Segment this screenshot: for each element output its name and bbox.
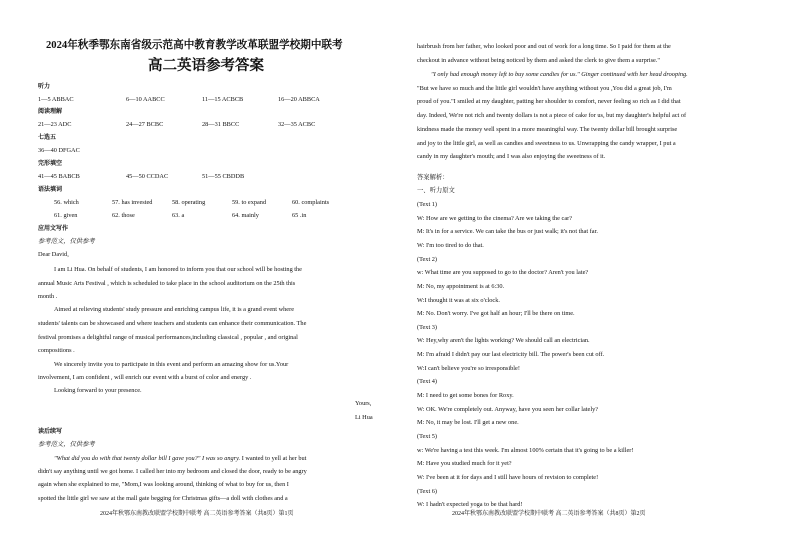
transcript-line: M: I need to get some bones for Roxy. — [417, 392, 514, 399]
transcript-line: W: I've been at it for days and I still have hours of revision to complete! — [417, 474, 599, 481]
reference-note: 参考范文，仅供参考 — [38, 441, 95, 448]
section-heading-listening: 听力 — [38, 83, 51, 90]
story-line: and joy to the little girl, as well as candies and sweetness to us. Unwrapping the candy wrapper, I put a — [417, 140, 676, 147]
letter-greeting: Dear David, — [38, 251, 69, 258]
story-line — [54, 455, 306, 463]
transcript-line: W: I'm too tired to do that. — [417, 242, 484, 249]
section-heading-grammar: 语法填词 — [38, 186, 63, 193]
page-footer: 2024年秋鄂东南教改联盟学校期中联考 高二英语参考答案（共8页）第1页 — [100, 511, 294, 517]
transcript-line: M: Have you studied much for it yet? — [417, 460, 512, 467]
transcript-line: (Text 2) — [417, 256, 438, 263]
letter-line: compositions . — [38, 347, 75, 354]
answer-group: 36—40 DFGAC — [38, 147, 80, 154]
reference-note: 参考范文，仅供参考 — [38, 238, 95, 245]
letter-line: Aimed at relieving students' study pressure and enriching campus life, it is a grand event where — [54, 306, 294, 313]
section-heading-cloze: 完形填空 — [38, 160, 63, 167]
transcript-line: (Text 6) — [417, 488, 438, 495]
page-footer: 2024年秋鄂东南教改联盟学校期中联考 高二英语参考答案（共8页）第2页 — [452, 511, 646, 517]
story-line: day. Indeed, We're not rich and twenty dollars is not a piece of cake for us, but my daughter's helpful act of — [417, 112, 687, 119]
transcript-line: W:I thought it was at six o'clock. — [417, 297, 500, 304]
section-heading-listening-transcript: 一、听力原文 — [417, 187, 455, 194]
grammar-answer: 57. has invested — [112, 199, 153, 206]
grammar-answer: 59. to expand — [232, 199, 267, 206]
transcript-line: M: No, my appointment is at 6:30. — [417, 283, 505, 290]
transcript-line: (Text 3) — [417, 324, 438, 331]
answer-group: 32—35 ACBC — [278, 121, 316, 128]
page-right — [397, 0, 794, 551]
grammar-answer: 60. complaints — [292, 199, 330, 206]
transcript-line: w: We're having a test this week. I'm almost 100% certain that it's going to be a killer! — [417, 447, 634, 454]
grammar-answer: 62. those — [112, 212, 135, 219]
answer-group: 41—45 BABCB — [38, 173, 80, 180]
transcript-line: W: Hey,why aren't the lights working? We should call an electrician. — [417, 337, 590, 344]
letter-line: annual Music Arts Festival , which is scheduled to take place in the school auditorium on the 25th this — [38, 280, 296, 287]
transcript-line: M: No. Don't worry. I've got half an hour; I'll be there on time. — [417, 310, 575, 317]
transcript-line: (Text 4) — [417, 378, 438, 385]
grammar-answer: 58. operating — [172, 199, 206, 206]
section-heading-seven-choose-five: 七选五 — [38, 134, 57, 141]
transcript-line: W: How are we getting to the cinema? Are we taking the car? — [417, 215, 573, 222]
exam-title: 2024年秋季鄂东南省级示范高中教育教学改革联盟学校期中联考 — [46, 40, 343, 51]
answer-group: 16—20 ABBCA — [278, 96, 320, 103]
story-line: checkout in advance without being noticed by them and asked the clerk to give them a surprise." — [417, 57, 661, 64]
story-line: candy in my daughter's mouth; and I was also enjoying the sweetness of it. — [417, 153, 606, 160]
grammar-answer: 64. mainly — [232, 212, 259, 219]
transcript-line: W:I can't believe you're so irresponsible! — [417, 365, 520, 372]
grammar-answer: 56. which — [54, 199, 79, 206]
grammar-answer: 65 .in — [292, 212, 307, 219]
answer-group: 28—31 BBCC — [202, 121, 240, 128]
transcript-line: W: I hadn't expected yoga to be that hard! — [417, 501, 523, 508]
transcript-line: w: What time are you supposed to go to the doctor? Aren't you late? — [417, 269, 589, 276]
story-line: "But we have so much and the little girl wouldn't have anything without you ,You did a great job, I'm — [417, 85, 672, 92]
letter-line: students' talents can be showcased and where teachers and students can enhance their communication. The — [38, 320, 307, 327]
letter-sign-off: Yours, — [355, 400, 372, 407]
letter-line: We sincerely invite you to participate in this event and perform an amazing show for us.Your — [54, 361, 289, 368]
transcript-line: M: It's in for a service. We can take the bus or just walk; it's not that far. — [417, 228, 598, 235]
story-quote: "I only had enough money left to buy some candies for us." Ginger continued with her head drooping. — [431, 71, 688, 78]
section-heading-writing: 应用文写作 — [38, 225, 69, 232]
story-text: I wanted to yell at her but — [240, 455, 307, 462]
story-line: hairbrush from her father, who looked poor and out of work for a long time. So I paid for them at the — [417, 43, 671, 50]
transcript-line: W: OK. We're completely out. Anyway, have you seen her collar lately? — [417, 406, 599, 413]
section-heading-continuation: 读后续写 — [38, 428, 63, 435]
letter-line: involvement, I am confident , will enrich our event with a burst of color and energy . — [38, 374, 252, 381]
transcript-line: (Text 1) — [417, 201, 438, 208]
answer-group: 11—15 ACBCB — [202, 96, 244, 103]
story-line: kindness made the money well spent in a more meaningful way. The twenty dollar bill brought surprise — [417, 126, 678, 133]
letter-line: festival promises a delightful range of musical performances,including classical , popular , and original — [38, 334, 298, 341]
story-line: again when she explained to me, "Mom,I was looking around, thinking of what to buy for us, then I — [38, 481, 289, 488]
story-line: proud of you."I smiled at my daughter, patting her shoulder to comfort, never feeling so rich as I did that — [417, 98, 681, 105]
answer-key-title: 高二英语参考答案 — [148, 58, 264, 74]
story-line: spotted the little girl we saw at the mall gate begging for Christmas gifts—a doll with clothes and a — [38, 495, 288, 502]
letter-line: month . — [38, 293, 58, 300]
analysis-heading: 答案解析： — [417, 174, 449, 181]
answer-group: 24—27 BCBC — [126, 121, 164, 128]
transcript-line: M: I'm afraid I didn't pay our last electricity bill. The power's been cut off. — [417, 351, 605, 358]
transcript-line: (Text 5) — [417, 433, 438, 440]
letter-line: I am Li Hua. On behalf of students, I am honored to inform you that our school will be hosting the — [54, 266, 302, 273]
letter-closing: Looking forward to your presence. — [54, 387, 142, 394]
story-quote: "What did you do with that twenty dollar bill I gave you?" I was so angry. — [54, 455, 241, 462]
answer-group: 1—5 ABBAC — [38, 96, 74, 103]
grammar-answer: 61. given — [54, 212, 78, 219]
answer-group: 6—10 AABCC — [126, 96, 165, 103]
story-line: didn't say anything until we got home. I called her into my bedroom and closed the door, ready to be angry — [38, 468, 307, 475]
letter-signature: Li Hua — [355, 414, 373, 421]
answer-group: 45—50 CCDAC — [126, 173, 169, 180]
answer-group: 51—55 CBDDB — [202, 173, 245, 180]
grammar-answer: 63. a — [172, 212, 185, 219]
section-heading-reading: 阅读理解 — [38, 108, 63, 115]
transcript-line: M: No, it may be lost. I'll get a new one. — [417, 419, 519, 426]
answer-group: 21—23 ADC — [38, 121, 72, 128]
